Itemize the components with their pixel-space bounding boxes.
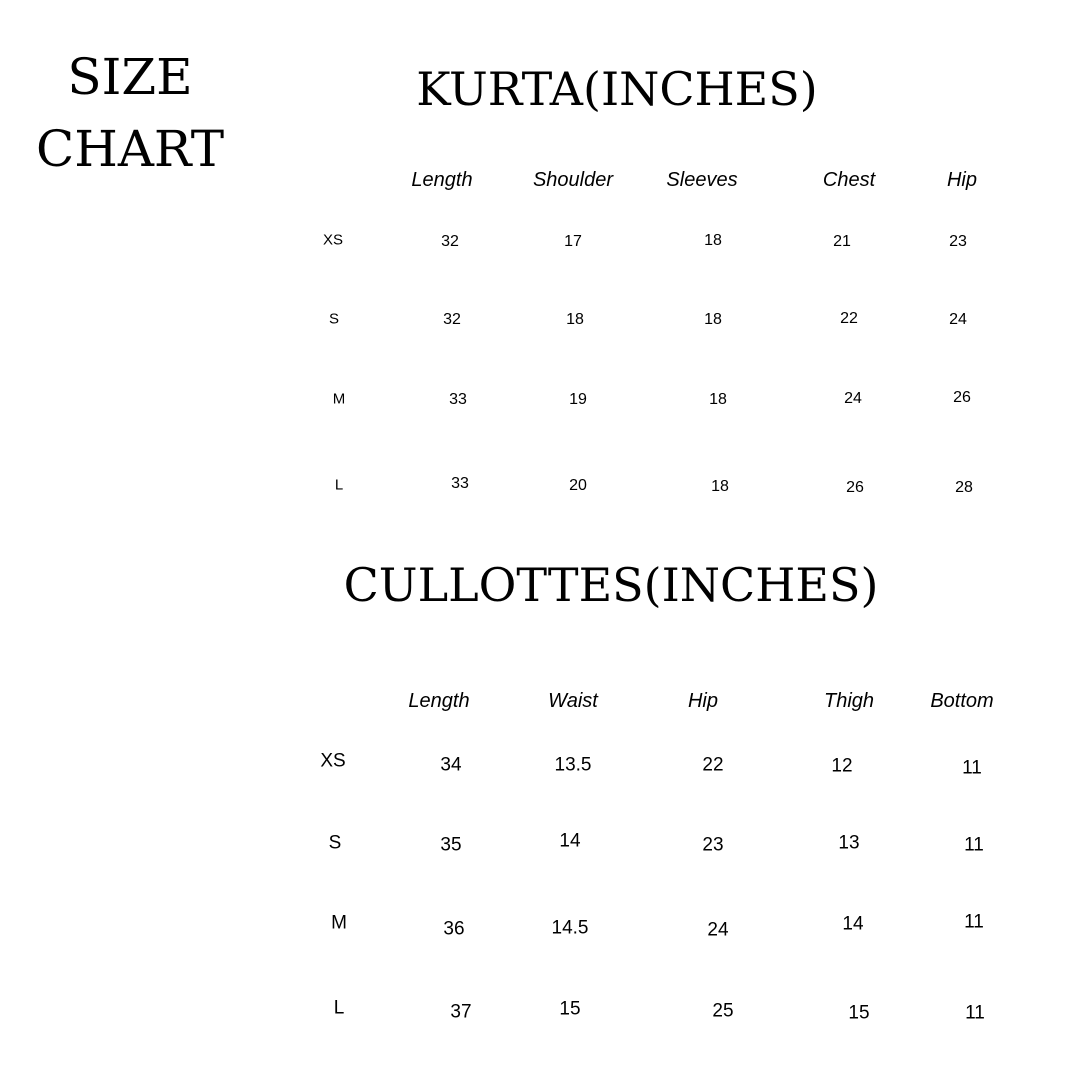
cullottes-cell: 14 bbox=[559, 830, 581, 852]
page-title-line-2: CHART bbox=[35, 120, 225, 178]
kurta-title: KURTA(INCHES) bbox=[416, 62, 818, 116]
kurta-cell: 18 bbox=[704, 311, 722, 328]
cullottes-header-bottom: Bottom bbox=[930, 690, 994, 712]
cullottes-cell: 24 bbox=[707, 919, 729, 941]
kurta-cell: 24 bbox=[949, 311, 967, 328]
page-title-line-1: SIZE bbox=[67, 48, 193, 106]
kurta-cell: 17 bbox=[564, 233, 582, 250]
cullottes-cell: 13.5 bbox=[554, 754, 592, 776]
cullottes-cell: 15 bbox=[559, 998, 581, 1020]
kurta-cell: 32 bbox=[441, 233, 459, 250]
cullottes-header-hip: Hip bbox=[687, 690, 719, 712]
cullottes-cell: 11 bbox=[964, 911, 984, 933]
cullottes-row-label-l: L bbox=[333, 997, 345, 1019]
kurta-cell: 26 bbox=[953, 389, 971, 406]
kurta-cell: 23 bbox=[949, 233, 967, 250]
kurta-header-length: Length bbox=[411, 169, 473, 191]
kurta-row-label-s: S bbox=[328, 310, 340, 328]
kurta-cell: 21 bbox=[833, 233, 851, 250]
kurta-cell: 32 bbox=[443, 311, 461, 328]
kurta-cell: 28 bbox=[955, 479, 973, 496]
kurta-cell: 22 bbox=[840, 310, 858, 327]
cullottes-cell: 11 bbox=[965, 1002, 985, 1024]
cullottes-header-length: Length bbox=[408, 690, 470, 712]
cullottes-cell: 13 bbox=[838, 832, 860, 854]
cullottes-cell: 37 bbox=[450, 1001, 472, 1023]
cullottes-cell: 35 bbox=[440, 834, 462, 856]
kurta-cell: 26 bbox=[846, 479, 864, 496]
kurta-row-label-m: M bbox=[332, 390, 346, 408]
cullottes-cell: 34 bbox=[440, 754, 462, 776]
cullottes-cell: 14.5 bbox=[551, 917, 589, 939]
kurta-row-label-l: L bbox=[334, 476, 344, 494]
kurta-cell: 19 bbox=[569, 391, 587, 408]
kurta-cell: 33 bbox=[449, 391, 467, 408]
cullottes-cell: 14 bbox=[842, 913, 864, 935]
cullottes-cell: 23 bbox=[702, 834, 724, 856]
kurta-header-shoulder: Shoulder bbox=[532, 169, 614, 191]
cullottes-header-waist: Waist bbox=[548, 690, 598, 712]
kurta-header-chest: Chest bbox=[822, 169, 876, 191]
kurta-header-sleeves: Sleeves bbox=[666, 169, 738, 191]
kurta-cell: 33 bbox=[451, 475, 469, 492]
cullottes-row-label-xs: XS bbox=[320, 750, 346, 772]
cullottes-cell: 11 bbox=[962, 757, 982, 779]
kurta-cell: 18 bbox=[704, 232, 722, 249]
kurta-cell: 24 bbox=[844, 390, 862, 407]
cullottes-cell: 11 bbox=[964, 834, 984, 856]
kurta-header-hip: Hip bbox=[946, 169, 978, 191]
cullottes-row-label-s: S bbox=[328, 832, 342, 854]
kurta-cell: 18 bbox=[709, 391, 727, 408]
cullottes-row-label-m: M bbox=[331, 912, 347, 934]
cullottes-cell: 15 bbox=[848, 1002, 870, 1024]
cullottes-cell: 22 bbox=[702, 754, 724, 776]
kurta-row-label-xs: XS bbox=[322, 231, 344, 249]
cullottes-cell: 12 bbox=[831, 755, 853, 777]
kurta-cell: 20 bbox=[569, 477, 587, 494]
kurta-cell: 18 bbox=[711, 478, 729, 495]
cullottes-cell: 25 bbox=[712, 1000, 734, 1022]
cullottes-cell: 36 bbox=[443, 918, 465, 940]
cullottes-title: CULLOTTES(INCHES) bbox=[343, 558, 879, 612]
kurta-cell: 18 bbox=[566, 311, 584, 328]
cullottes-header-thigh: Thigh bbox=[823, 690, 875, 712]
